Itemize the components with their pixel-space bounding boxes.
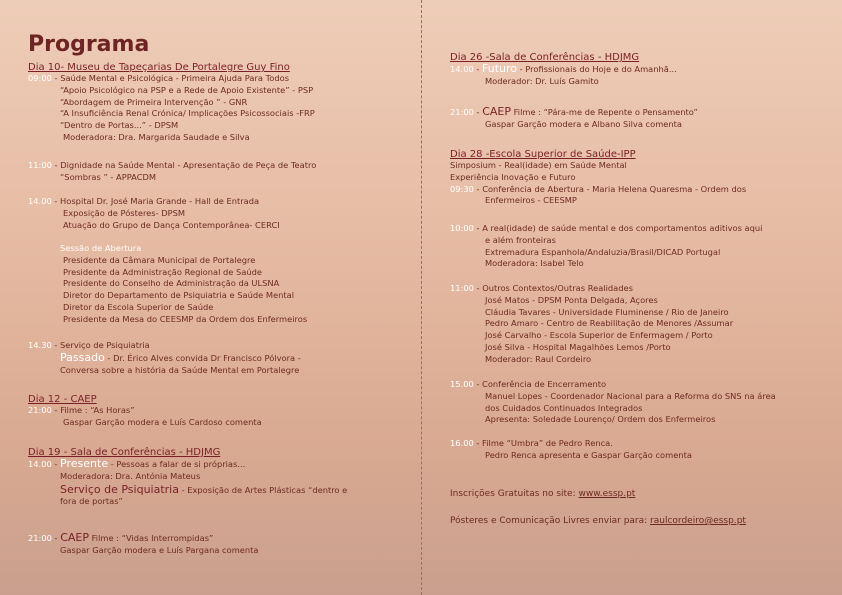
day-10-1430-block — [28, 340, 301, 376]
program-line: Experiência Inovação e Futuro — [450, 171, 576, 182]
program-line: José Silva - Hospital Magalhões Lemos /Porto — [485, 341, 671, 352]
program-line: fora de portas” — [60, 496, 123, 507]
day-10-1400-block — [28, 196, 280, 231]
program-line: José Carvalho - Escola Superior de Enfermagem / Porto — [485, 330, 713, 341]
program-line: Moderadora: Dra. Margarida Saudade e Silva — [63, 131, 250, 142]
day-12-heading: Dia 12 - CAEP — [28, 394, 97, 405]
time-label: 14.00 — [450, 64, 474, 74]
program-line: 14.00 - Futuro - Profissionais do Hoje e do Amanhã... — [450, 62, 677, 75]
program-line: “Sombras ” - APPACDM — [60, 171, 157, 182]
program-line: Exposição de Pósteres- DPSM — [63, 207, 186, 218]
program-line: Conversa sobre a história da Saúde Mental em Portalegre — [60, 364, 300, 375]
program-line: Presidente do Conselho de Administração da ULSNA — [63, 278, 280, 289]
program-line: Atuação do Grupo de Dança Contemporânea- CERCI — [63, 219, 280, 230]
program-line: Moderadora: Isabel Telo — [485, 258, 584, 269]
program-line: 10:00 - A real(idade) de saúde mental e dos comportamentos aditivos aqui — [450, 223, 763, 233]
day-12-section — [28, 394, 262, 429]
program-line: 16.00 - Filme “Umbra” de Pedro Renca. — [450, 438, 613, 448]
highlight-word: CAEP — [482, 105, 511, 118]
program-line: “Dentro de Portas...” - DPSM — [60, 120, 179, 131]
registration-info — [450, 489, 635, 501]
program-line: Moderador: Raul Cordeiro — [485, 353, 592, 364]
highlight-word: Presente — [60, 457, 109, 470]
submission-line: Pósteres e Comunicação Livres enviar para: raulcordeiro@essp.pt — [450, 516, 746, 526]
program-line: Cláudia Tavares - Universidade Fluminense / Rio de Janeiro — [485, 306, 729, 317]
program-line: Gaspar Garção modera e Albano Silva comenta — [485, 118, 682, 129]
program-line: 14.00 - Hospital Dr. José Maria Grande - Hall de Entrada — [28, 196, 260, 206]
time-label: 14.00 — [28, 459, 52, 469]
program-line: 21:00 - Filme : “As Horas” — [28, 405, 135, 415]
program-line: 09:00 - Saúde Mental e Psicológica - Primeira Ajuda Para Todos — [28, 73, 290, 83]
day-28-1500-block — [450, 379, 776, 426]
program-line: “A Insuficiência Renal Crónica/ Implicações Psicossociais -FRP — [60, 108, 315, 119]
day-28-1000-block — [450, 223, 762, 270]
program-line: Pedro Amaro - Centro de Reabilitação de Menores /Assumar — [485, 318, 734, 329]
time-label: 21:00 — [450, 107, 474, 117]
day-10-1100-block — [28, 160, 316, 184]
program-line: Pedro Renca apresenta e Gaspar Garção comenta — [485, 449, 692, 460]
program-line: Manuel Lopes - Coordenador Nacional para a Reforma do SNS na área — [485, 390, 776, 401]
program-line: Simposium - Real(idade) em Saúde Mental — [450, 160, 627, 170]
program-line: Serviço de Psiquiatria - Exposição de Artes Plásticas “dentro e — [60, 482, 348, 496]
program-line: Moderadora: Dra. Antónia Mateus — [60, 470, 201, 481]
day-19-heading: Dia 19 - Sala de Conferências - HDJMG — [28, 447, 221, 458]
program-line: Apresenta: Soledade Lourenço/ Ordem dos Enfermeiros — [485, 414, 716, 425]
program-line: dos Cuidados Continuados Integrados — [485, 402, 643, 413]
time-label: 10:00 — [450, 223, 474, 233]
program-line: Diretor do Departamento de Psiquiatria e Saúde Mental — [63, 290, 295, 301]
program-line: Presidente da Câmara Municipal de Portalegre — [63, 254, 256, 265]
time-label: 21:00 — [28, 405, 52, 415]
registration-line: Inscrições Gratuitas no site: www.essp.pt — [450, 489, 636, 499]
time-label: 11:00 — [450, 283, 474, 293]
program-line: Presidente da Mesa do CEESMP da Ordem dos Enfermeiros — [63, 313, 308, 324]
highlight-word: CAEP — [60, 531, 89, 544]
page-title: Programa — [28, 32, 150, 57]
program-line: 21:00 - CAEP Filme : “Vidas Interrompidas” — [28, 531, 214, 544]
time-label: 15.00 — [450, 379, 474, 389]
time-label: 09:30 — [450, 183, 474, 194]
day-10-section — [28, 62, 315, 144]
day-26-section — [450, 52, 677, 88]
day-28-section — [450, 149, 746, 207]
highlight-word: Passado — [60, 350, 105, 364]
time-label: 14.00 — [28, 196, 52, 206]
time-label: 11:00 — [28, 160, 52, 170]
time-label: 21:00 — [28, 533, 52, 543]
program-line: “Abordagem de Primeira Intervenção ” - GNR — [60, 96, 248, 107]
email-link[interactable]: raulcordeiro@essp.pt — [650, 516, 746, 526]
day-26-heading: Dia 26 -Sala de Conferências - HDJMG — [450, 52, 640, 63]
program-line: e além fronteiras — [485, 234, 556, 245]
time-label: 14.30 — [28, 340, 52, 350]
program-line: José Matos - DPSM Ponta Delgada, Açores — [485, 294, 658, 305]
program-line: Gaspar Garção modera e Luís Cardoso comenta — [63, 416, 262, 427]
submission-info — [450, 516, 746, 528]
program-line: 09:30 - Conferência de Abertura - Maria Helena Quaresma - Ordem dos — [450, 183, 747, 194]
day-26-2100-block — [450, 106, 698, 131]
day-28-heading: Dia 28 -Escola Superior de Saúde-IPP — [450, 149, 636, 160]
program-line: 14.30 - Serviço de Psiquiatria — [28, 340, 150, 350]
program-line: 15.00 - Conferência de Encerramento — [450, 379, 607, 389]
day-19-2100-block — [28, 532, 258, 557]
program-line: 14.00 - Presente - Pessoas a falar de si próprias... — [28, 457, 246, 470]
program-line: “Apoio Psicológico na PSP e a Rede de Apoio Existente” - PSP — [60, 84, 314, 95]
day-19-section — [28, 447, 347, 508]
program-line: 11:00 - Dignidade na Saúde Mental - Apresentação de Peça de Teatro — [28, 160, 317, 170]
time-label: 09:00 — [28, 73, 52, 83]
program-line: Enfermeiros - CEESMP — [485, 195, 577, 206]
highlight-word: Serviço de Psiquiatria — [60, 482, 179, 496]
time-label: 16.00 — [450, 438, 474, 448]
program-line: Moderador: Dr. Luís Gamito — [485, 75, 599, 86]
opening-session-block — [28, 243, 307, 326]
day-28-1100-block — [450, 283, 733, 366]
page-divider — [421, 0, 422, 595]
program-line: Gaspar Garção modera e Luís Pargana comenta — [60, 544, 259, 555]
website-link[interactable]: www.essp.pt — [578, 489, 636, 499]
day-28-1600-block — [450, 438, 692, 462]
program-line: Diretor da Escola Superior de Saúde — [63, 301, 214, 312]
highlight-word: Futuro — [482, 62, 518, 75]
opening-session-heading: Sessão de Abertura — [60, 243, 142, 253]
program-line: 21:00 - CAEP Filme : “Pára-me de Repente o Pensamento” — [450, 105, 698, 118]
program-line: 11:00 - Outros Contextos/Outras Realidades — [450, 283, 633, 293]
program-line: Extremadura Espanhola/Andaluzia/Brasil/DICAD Portugal — [485, 246, 721, 257]
day-10-heading: Dia 10- Museu de Tapeçarias De Portalegre Guy Fino — [28, 62, 290, 73]
program-line: Passado - Dr. Érico Alves convida Dr Francisco Pólvora - — [60, 350, 301, 364]
program-line: Presidente da Administração Regional de Saúde — [63, 266, 263, 277]
